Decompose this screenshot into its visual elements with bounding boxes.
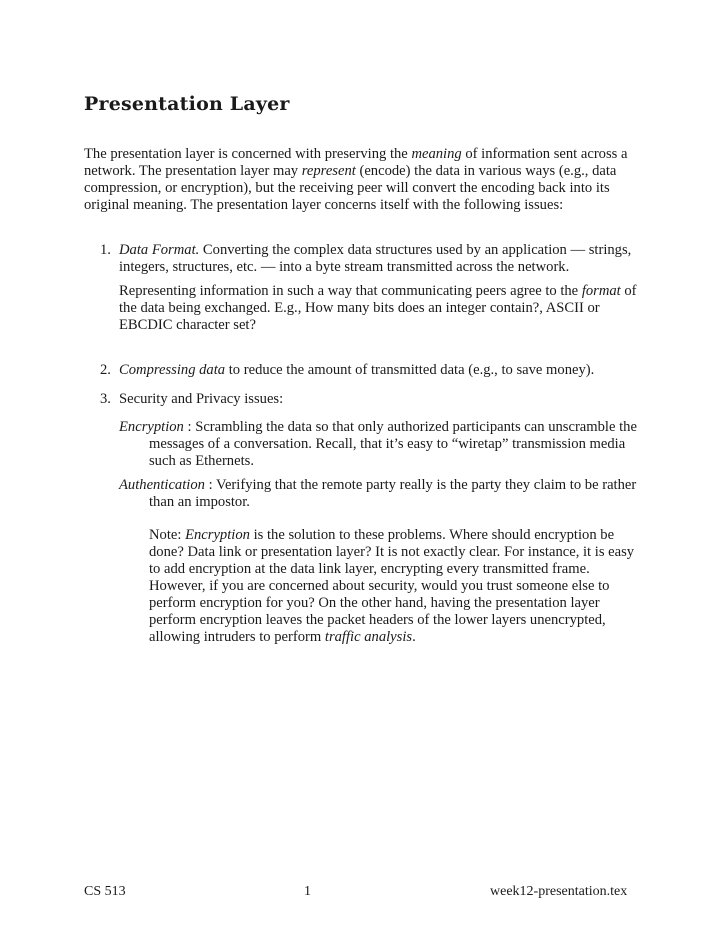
intro-emphasis-represent: represent [301, 163, 356, 179]
list-item-paragraph [119, 283, 644, 334]
list-item-emphasis-format: format [581, 283, 621, 299]
list-item-compressing [84, 362, 644, 379]
footer-page-number: 1 [304, 884, 311, 899]
list-item-text: of the data being exchanged. E.g., How many bits does an integer contain?, ASCII or EBCDIC character set? [119, 283, 637, 333]
definition-term: Encryption [119, 419, 184, 435]
list-item-text: to reduce the amount of transmitted data (e.g., to save money). [225, 362, 595, 378]
note-text: Note: [149, 527, 186, 543]
note-paragraph [149, 527, 639, 646]
intro-paragraph [84, 146, 644, 214]
list-item-paragraph [119, 362, 644, 379]
list-item-text: Representing information in such a way that communicating peers agree to the [119, 283, 582, 299]
list-number: 3. [100, 391, 111, 407]
footer-course: CS 513 [84, 884, 126, 899]
list-item-paragraph [119, 242, 644, 276]
definition-paragraph [119, 477, 639, 511]
intro-text: The presentation layer is concerned with preserving the [84, 146, 412, 162]
list-item-paragraph: Security and Privacy issues: [119, 391, 284, 407]
list-number: 1. [100, 242, 111, 258]
intro-text: (encode) the data in various ways (e.g., data compression, or encryption), but the receiving peer will convert the encoding back into its original meaning. The presentation layer concerns itself with the following issues: [84, 163, 617, 213]
list-item-security [84, 391, 644, 408]
list-item-term: Compressing data [119, 362, 226, 378]
definition-term: Authentication [119, 477, 205, 493]
intro-emphasis-meaning: meaning [411, 146, 462, 162]
page-title: Presentation Layer [84, 93, 290, 115]
intro-text: of information sent across a network. The presentation layer may [84, 146, 628, 179]
security-authentication [119, 477, 639, 511]
list-item-term: Data Format. [119, 242, 200, 258]
footer-filename: week12-presentation.tex [490, 884, 628, 899]
note-text: . [412, 629, 416, 645]
definition-text: : Verifying that the remote party really is the party they claim to be rather than an impostor. [149, 477, 637, 510]
definition-text: : Scrambling the data so that only authorized participants can unscramble the messages of a conversation. Recall, that it’s easy to “wiretap” transmission media such as Ethernets. [149, 419, 637, 469]
note-text: is the solution to these problems. Where should encryption be done? Data link or presentation layer? It is not exactly clear. For instance, it is easy to add encryption at the data link layer, encrypting every transmitted frame. However, if you are concerned about security, would you trust someone else to perform encryption for you? On the other hand, having the presentation layer perform encryption leaves the packet headers of the lower layers unencrypted, allowing intruders to perform [149, 527, 635, 645]
note-emphasis-traffic-analysis: traffic analysis [324, 629, 413, 645]
list-item-data-format [84, 242, 644, 334]
list-number: 2. [100, 362, 111, 378]
security-encryption [119, 419, 639, 470]
list-item-text: Converting the complex data structures used by an application — strings, integers, structures, etc. — into a byte stream transmitted across the network. [119, 242, 632, 275]
note-emphasis-encryption: Encryption [185, 527, 250, 543]
definition-paragraph [119, 419, 639, 470]
